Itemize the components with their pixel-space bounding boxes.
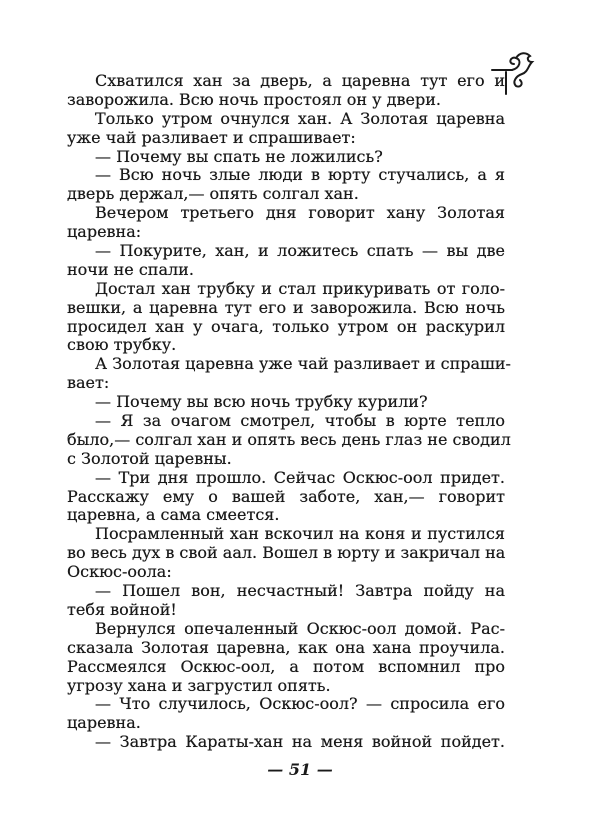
text-line: — Почему вы спать не ложились? [95,146,383,166]
text-line: царевна, а сама смеется. [67,505,280,525]
text-line: Схватился хан за дверь, а царевна тут его и [95,71,505,90]
text-line: сказала Золотая царевна, как она хана проучила. [67,637,505,657]
text-line: с Золотой царевны. [67,448,232,468]
text-line: Оскюс-оола: [67,562,172,582]
text-line: — Три дня прошло. Сейчас Оскюс-оол придет. [95,467,505,487]
text-line: дверь держал,— опять солгал хан. [67,184,359,204]
text-line: — Завтра Караты-хан на меня войной пойдет. [95,732,505,752]
text-line: Вечером третьего дня говорит хану Золотая [95,203,505,223]
text-line: вает: [67,373,110,393]
text-line: царевна. [67,713,141,733]
text-line: Рассмеялся Оскюс-оол, а потом вспомнил про [67,656,505,676]
body-text [67,71,511,752]
text-line: А Золотая царевна уже чай разливает и спраши- [95,354,511,374]
text-line: — Покурите, хан, и ложитесь спать — вы две [95,241,505,261]
text-line: царевна: [67,222,142,242]
text-line: ночи не спали. [67,259,194,279]
text-line: Достал хан трубку и стал прикуривать от голо- [95,278,505,298]
text-line: Расскажу ему о вашей заботе, хан,— говорит [67,486,505,506]
page-number: — 51 — [267,760,333,779]
text-line: — Что случилось, Оскюс-оол? — спросила его [95,694,505,714]
text-line: тебя войной! [67,599,177,619]
text-line: — Всю ночь злые люди в юрту стучались, а я [95,165,505,185]
text-line: было,— солгал хан и опять весь день глаз не сводил [67,429,511,449]
text-line: — Почему вы всю ночь трубку курили? [95,392,428,412]
text-line: Посрамленный хан вскочил на коня и пустился [95,524,505,544]
text-line: Вернулся опечаленный Оскюс-оол домой. Рас- [95,618,505,638]
text-line: вешки, а царевна тут его и заворожила. Всю ночь [67,297,505,317]
text-line: свою трубку. [67,335,177,355]
text-line: Только утром очнулся хан. А Золотая царевна [95,108,505,128]
text-line: угрозу хана и загрустил опять. [67,675,331,695]
text-line: — Пошел вон, несчастный! Завтра пойду на [95,581,505,601]
text-line: заворожила. Всю ночь простоял он у двери. [67,89,441,109]
text-line: — Я за очагом смотрел, чтобы в юрте тепло [95,411,505,431]
text-line: просидел хан у очага, только утром он раскурил [67,316,505,336]
text-line: во весь дух в свой аал. Вошел в юрту и закричал на [67,543,506,563]
text-line: уже чай разливает и спрашивает: [67,127,356,147]
